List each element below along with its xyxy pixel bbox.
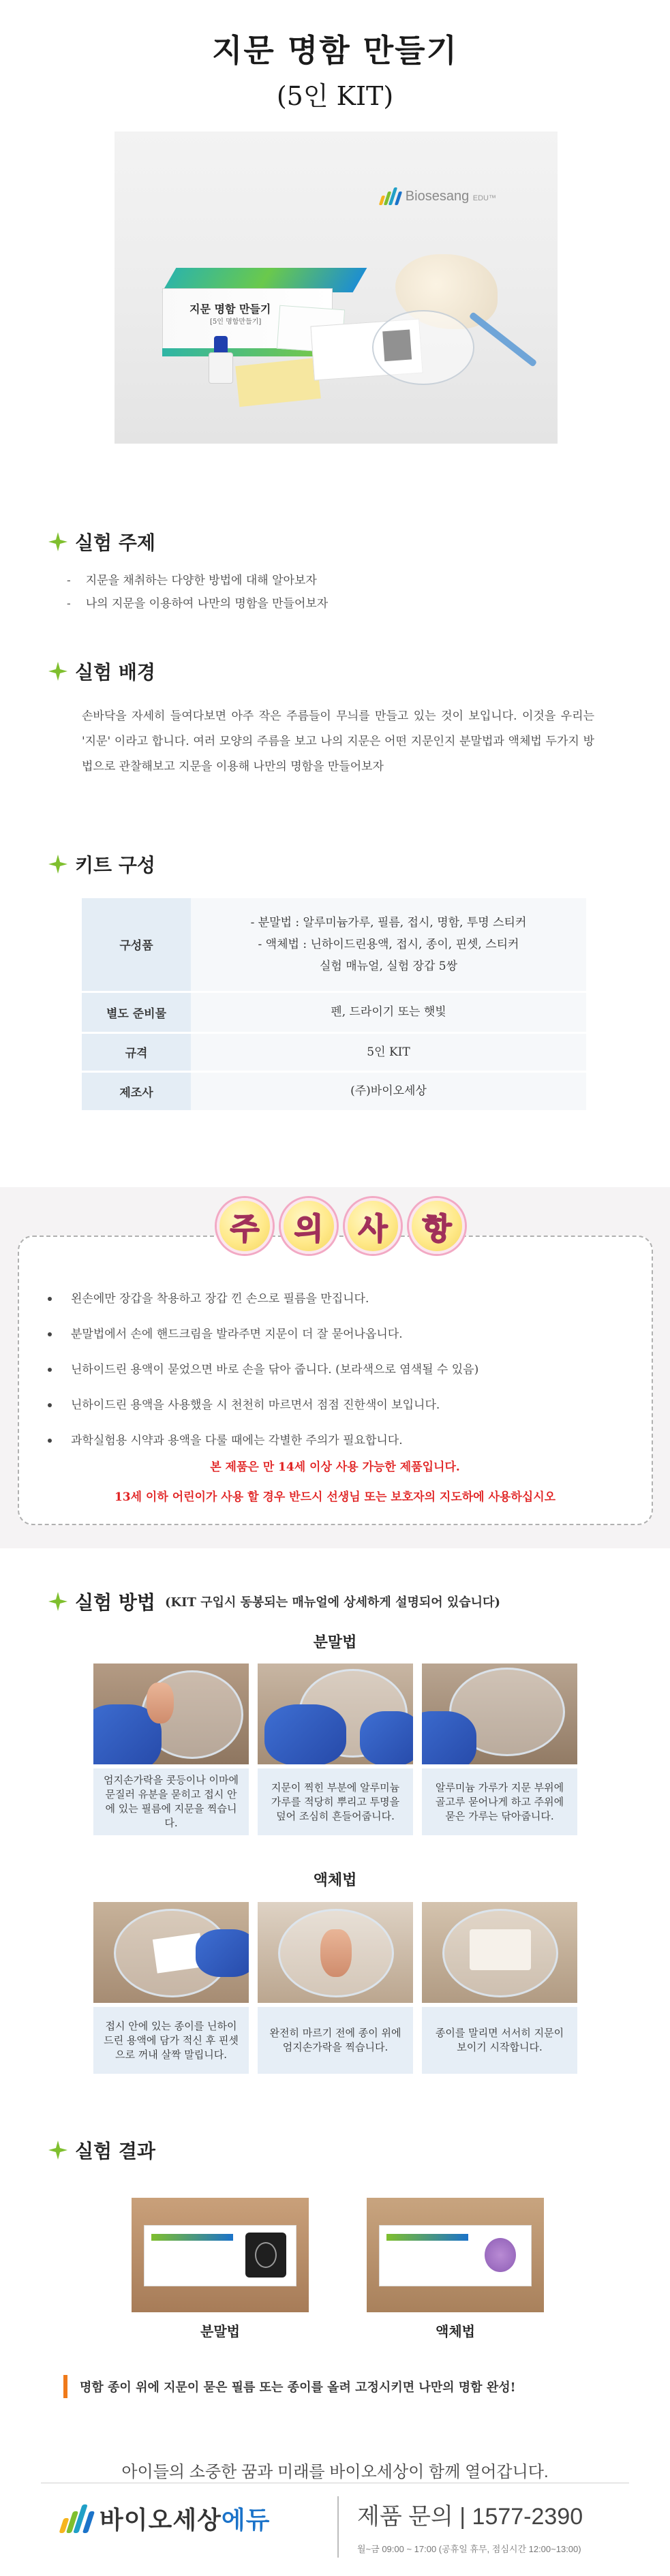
kit-table xyxy=(82,898,586,1112)
biosesang-logo-icon xyxy=(61,2504,91,2533)
result-summary: 명함 종이 위에 지문이 묻은 필름 또는 종이를 올려 고정시키면 나만의 명함 완성! xyxy=(63,2375,516,2398)
liquid-step-caption-2: 완전히 마르기 전에 종이 위에 엄지손가락을 찍습니다. xyxy=(258,2007,413,2074)
contact-info xyxy=(357,2498,583,2555)
table-row: 별도 준비물 펜, 드라이기 또는 햇빛 xyxy=(82,992,586,1032)
liquid-step-photo-3 xyxy=(422,1902,577,2003)
liquid-step-caption-3: 종이를 말리면 서서히 지문이 보이기 시작합니다. xyxy=(422,2007,577,2074)
sparkle-star-icon xyxy=(48,1591,68,1612)
page-title: 지문 명함 만들기 xyxy=(211,32,459,69)
liquid-result-photo xyxy=(367,2198,544,2312)
page-subtitle: (5인 KIT) xyxy=(276,81,394,111)
liquid-method-title: 액체법 xyxy=(313,1871,357,1889)
list-item: 과학실험용 시약과 용액을 다룰 때에는 각별한 주의가 필요합니다. xyxy=(48,1423,634,1458)
footer-slogan: 아이들의 소중한 꿈과 미래를 바이오세상이 함께 열어갑니다. xyxy=(121,2463,549,2481)
liquid-step-photo-2 xyxy=(258,1902,413,2003)
powder-step-caption-2: 지문이 찍힌 부분에 알루미늄 가루를 적당히 뿌리고 투명을 덮어 조심히 흔들어줍니다. xyxy=(258,1768,413,1835)
yellow-paper xyxy=(235,358,321,407)
hero-title xyxy=(0,0,670,112)
kit-box: 지문 명함 만들기 [5인 명함만들기] xyxy=(162,268,367,356)
reagent-bottle xyxy=(209,336,233,384)
sparkle-star-icon xyxy=(48,532,68,552)
age-warning: 본 제품은 만 14세 이상 사용 가능한 제품입니다. xyxy=(210,1460,460,1474)
list-item: - 나의 지문을 이용하여 나만의 명함을 만들어보자 xyxy=(67,597,329,611)
contact-phone[interactable]: 제품 문의 | 1577-2390 xyxy=(357,2504,583,2530)
list-item: - 지문을 채취하는 다양한 방법에 대해 알아보자 xyxy=(67,574,317,587)
liquid-step-photo-1 xyxy=(93,1902,249,2003)
footer-brand-logo[interactable]: 바이오세상에듀 xyxy=(61,2501,270,2536)
business-hours: 월~금 09:00 ~ 17:00 (공휴일 휴무, 점심시간 12:00~13:00) xyxy=(357,2544,581,2554)
background-text: 손바닥을 자세히 들여다보면 아주 작은 주름들이 무늬를 만들고 있는 것이 보입니다. 이것을 우리는 '지문' 이라고 합니다. 여러 모양의 주름을 보고 나의 지문은 어떤 지문인지 분말법과 액체법 두가지 방법으로 관찰해보고 지문을 이용해 나만의 명함을 만들어보자 xyxy=(82,709,594,773)
section-results-heading: 실험 결과 xyxy=(48,2136,155,2164)
table-row: 제조사 (주)바이오세상 xyxy=(82,1071,586,1111)
powder-step-photo-3 xyxy=(422,1663,577,1764)
footer-vertical-divider xyxy=(337,2496,339,2558)
list-item: 분말법에서 손에 핸드크림을 발라주면 지문이 더 잘 묻어나옵니다. xyxy=(48,1317,634,1352)
liquid-result-label: 액체법 xyxy=(436,2323,475,2340)
section-method-heading: 실험 방법 (KIT 구입시 동봉되는 매뉴얼에 상세하게 설명되어 있습니다) xyxy=(48,1588,500,1615)
biosesang-logo-icon xyxy=(380,187,400,205)
section-background-heading: 실험 배경 xyxy=(48,658,155,685)
list-item: 닌하이드린 용액을 사용했을 시 천천히 마르면서 점점 진한색이 보입니다. xyxy=(48,1387,634,1423)
powder-result-label: 분말법 xyxy=(200,2323,240,2340)
section-kit-heading: 키트 구성 xyxy=(48,850,155,878)
caution-title: 주 의 사 항 xyxy=(217,1198,465,1254)
powder-result-photo xyxy=(132,2198,309,2312)
sparkle-star-icon xyxy=(48,2140,68,2160)
petri-dish xyxy=(372,310,474,385)
tweezers xyxy=(469,311,538,367)
powder-step-caption-1: 엄지손가락을 콧등이나 이마에 문질러 유분을 묻히고 접시 안에 있는 필름에 지문을 찍습니다. xyxy=(93,1768,249,1835)
powder-step-photo-2 xyxy=(258,1663,413,1764)
powder-step-caption-3: 알루미늄 가루가 지문 부위에 골고루 묻어나게 하고 주위에 묻은 가루는 닦아줍니다. xyxy=(422,1768,577,1835)
table-row: 규격 5인 KIT xyxy=(82,1032,586,1071)
section-topic-heading: 실험 주제 xyxy=(48,528,155,555)
powder-step-photo-1 xyxy=(93,1663,249,1764)
liquid-step-caption-1: 접시 안에 있는 종이를 닌하이드린 용액에 담가 적신 후 핀셋으로 꺼내 살짝 말립니다. xyxy=(93,2007,249,2074)
supervision-warning: 13세 이하 어린이가 사용 할 경우 반드시 선생님 또는 보호자의 지도하에 사용하십시오 xyxy=(114,1490,556,1504)
topic-list xyxy=(67,569,328,615)
list-item: 왼손에만 장갑을 착용하고 장갑 낀 손으로 필름을 만집니다. xyxy=(48,1281,634,1317)
product-photo xyxy=(115,132,558,444)
sparkle-star-icon xyxy=(48,854,68,874)
photo-brand-logo: Biosesang EDU™ xyxy=(380,187,496,205)
list-item: 닌하이드린 용액이 묻었으면 바로 손을 닦아 줍니다. (보라색으로 염색될 수 있음) xyxy=(48,1352,634,1387)
sparkle-star-icon xyxy=(48,661,68,681)
powder-method-title: 분말법 xyxy=(313,1634,357,1651)
table-row: 구성품 - 분말법 : 알루미늄가루, 필름, 접시, 명함, 투명 스티커 - 액체법 : 닌하이드린용액, 접시, 종이, 핀셋, 스티커 실험 매뉴얼, 실험 장갑 5쌍 xyxy=(82,898,586,992)
caution-list xyxy=(48,1281,634,1458)
